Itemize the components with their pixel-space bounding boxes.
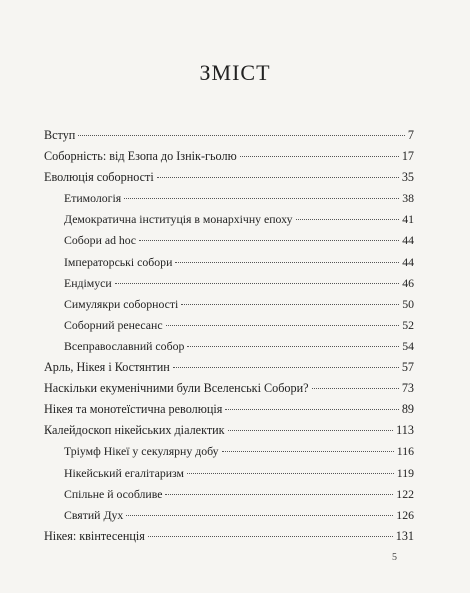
dot-leader (165, 494, 393, 495)
toc-entry[interactable] (44, 402, 414, 423)
toc-entry-page: 113 (396, 423, 414, 438)
dot-leader (222, 451, 394, 452)
toc-entry-label: Собори ad hoc (64, 233, 136, 248)
dot-leader (175, 262, 399, 263)
toc-entry-label: Соборний ренесанс (64, 317, 163, 332)
toc-entry-label: Святий Дух (64, 507, 124, 522)
toc-subentry[interactable] (44, 466, 414, 487)
dot-leader (173, 367, 399, 368)
toc-entry-label: Соборність: від Езопа до Ізнік-гьолю (44, 149, 237, 164)
toc-entry-page: 57 (401, 360, 414, 375)
toc-entry-label: Вступ (44, 128, 76, 142)
toc-entry-page: 7 (407, 128, 414, 142)
toc-subentry[interactable] (44, 487, 414, 508)
toc-entry-page: 52 (402, 317, 414, 332)
toc-entry-page: 38 (402, 191, 414, 206)
toc-entry-label: Еволюція соборності (44, 170, 154, 185)
toc-entry-label: Арль, Нікея і Костянтин (44, 360, 170, 375)
toc-entry[interactable] (44, 149, 414, 170)
toc-entry-label: Симулякри соборності (64, 296, 179, 311)
toc-subentry[interactable] (44, 212, 414, 233)
toc-entry-label: Нікея та монотеїстична революція (44, 402, 223, 417)
toc-entry-page: 122 (396, 486, 414, 501)
dot-leader (228, 430, 394, 431)
toc-entry-page: 73 (401, 381, 414, 396)
toc-entry-page: 50 (402, 296, 414, 311)
dot-leader (157, 177, 399, 178)
dot-leader (126, 515, 393, 516)
toc-entry-page: 54 (402, 338, 414, 353)
dot-leader (187, 346, 399, 347)
dot-leader (187, 473, 394, 474)
toc-subentry[interactable] (44, 255, 414, 276)
toc-entry-page: 116 (396, 444, 414, 459)
toc-subentry[interactable] (44, 276, 414, 297)
toc-subentry[interactable] (44, 297, 414, 318)
toc-entry[interactable] (44, 360, 414, 381)
dot-leader (181, 304, 399, 305)
toc-subentry[interactable] (44, 233, 414, 254)
toc-entry[interactable] (44, 423, 414, 444)
toc-entry-page: 119 (396, 465, 414, 480)
page-title: ЗМІСТ (199, 60, 271, 85)
toc-entry-label: Демократична інституція в монархічну епоху (64, 212, 293, 227)
page-number: 5 (392, 552, 397, 563)
toc-entry-label: Калейдоскоп нікейських діалектик (44, 423, 225, 438)
toc-entry-page: 46 (402, 275, 414, 290)
dot-leader (225, 409, 398, 410)
toc-entry-page: 35 (401, 170, 414, 185)
toc-entry[interactable] (44, 529, 414, 550)
toc-subentry[interactable] (44, 318, 414, 339)
dot-leader (148, 536, 393, 537)
toc-entry-label: Нікейський егалітаризм (64, 465, 184, 480)
table-of-contents (44, 128, 414, 550)
toc-subentry[interactable] (44, 191, 414, 212)
dot-leader (312, 388, 399, 389)
toc-entry-page: 17 (401, 149, 414, 164)
toc-entry[interactable] (44, 170, 414, 191)
toc-entry-page: 126 (396, 507, 414, 522)
toc-entry-label: Імператорські собори (64, 254, 173, 269)
toc-entry-page: 44 (402, 254, 414, 269)
toc-subentry[interactable] (44, 339, 414, 360)
dot-leader (124, 198, 399, 199)
toc-entry-page: 44 (402, 233, 414, 248)
toc-subentry[interactable] (44, 444, 414, 465)
dot-leader (296, 219, 400, 220)
toc-entry[interactable] (44, 128, 414, 149)
toc-entry-label: Нікея: квінтесенція (44, 528, 145, 543)
dot-leader (139, 240, 399, 241)
toc-entry-page: 131 (395, 528, 414, 543)
toc-entry-label: Етимологія (64, 191, 122, 206)
toc-entry[interactable] (44, 381, 414, 402)
dot-leader (240, 156, 399, 157)
toc-subentry[interactable] (44, 508, 414, 529)
toc-entry-page: 41 (402, 212, 414, 227)
toc-entry-label: Наскільки екуменічними були Вселенські Собори? (44, 381, 309, 396)
toc-entry-label: Ендімуси (64, 275, 112, 290)
dot-leader (78, 135, 405, 136)
dot-leader (115, 283, 399, 284)
toc-entry-label: Всеправославний собор (64, 338, 185, 353)
toc-entry-label: Тріумф Нікеї у секулярну добу (64, 444, 219, 459)
dot-leader (166, 325, 400, 326)
toc-entry-label: Спільне й особливе (64, 486, 163, 501)
toc-entry-page: 89 (401, 402, 414, 417)
